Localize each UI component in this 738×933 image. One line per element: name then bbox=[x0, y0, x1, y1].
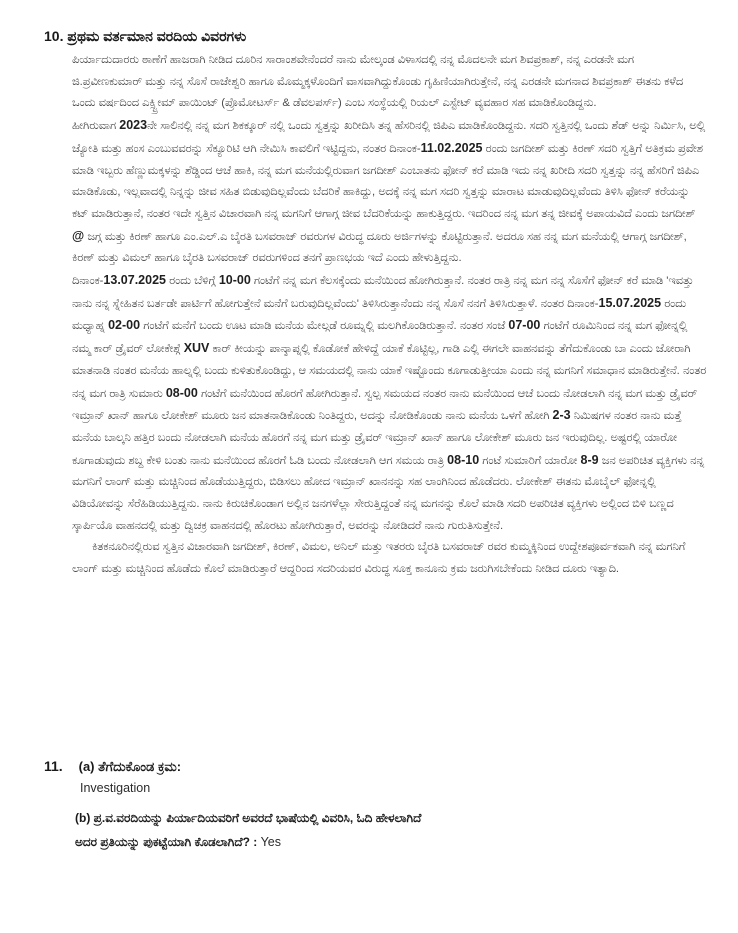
section-10-heading bbox=[44, 28, 246, 45]
narrative-text: ರಂದು ಮಧ್ಯಾಹ್ನ bbox=[72, 297, 687, 333]
narrative-text: ಜಗ್ಗ ಮತ್ತು ಕಿರಣ್ ಹಾಗೂ ಎಂ.ಎಲ್.ಎ ಬೈರತಿ ಬಸವರಾಜ್ ರವರುಗಳ ವಿರುದ್ಧ ದೂರು ಅರ್ಜಿಗಳನ್ನು ಕೊಟ್ಟಿರುತ್ತಾನೆ. ಅದರೂ ಸಹ ನನ್ನ ಮಗ ಮನೆಯಲ್ಲಿ ಆಗಾಗ್ಗ ಜಗದೀಶ್, ಕಿರಣ್ ಮತ್ತು ವಿಮಲ್ ಹಾಗೂ ಬೈರತಿ ಬಸವರಾಜ್ ರವರುಗಳಿಂದ ತನಗೆ ಪ್ರಾಣಭಯ ಇದೆ ಎಂದು ಹೇಳುತ್ತಿದ್ದನು. bbox=[72, 230, 687, 265]
section-11-b-question-line2: ಅದರ ಪ್ರತಿಯನ್ನು ಪುಕಟ್ಟೆಯಾಗಿ ಕೊಡಲಾಗಿದೆ? bbox=[75, 835, 250, 849]
section-11-b-label: (b) bbox=[75, 811, 91, 825]
narrative-number: 2023 bbox=[119, 118, 148, 133]
narrative-paragraph bbox=[72, 50, 707, 115]
section-11-b-question-line1: ಪ್ರ.ವ.ವರದಿಯನ್ನು ಪಿರ್ಯಾದಿಯವರಿಗೆ ಅವರದೆ ಭಾಷೆಯಲ್ಲಿ ವಿವರಿಸಿ, ಓದಿ ಹೇಳಲಾಗಿದೆ bbox=[93, 811, 422, 825]
narrative-text: ಜನ ಅಪರಿಚಿತ ವ್ಯಕ್ತಿಗಳು ನನ್ನ ಮಗನಿಗೆ ಲಾಂಗ್ ಮತ್ತು ಮಚ್ಚಿನಿಂದ ಹೊಡೆಯುತ್ತಿದ್ದರು, ಬಿಡಿಸಲು ಹೋದ ಇಮ್ರಾನ್ ಖಾನನನ್ನು ಸಹ ಲಾಂಗಿನಿಂದ ಹೊಡೆದರು. ಲೋಕೇಶ್ ಈತನು ಮೊಬೈಲ್ ಫೋನ್ನಲ್ಲಿ ವಿಡಿಯೋವನ್ನು ಸೆರೆಹಿಡಿಯುತ್ತಿದ್ದನು. ನಾನು ಕಿರುಚಿಕೊಂಡಾಗ ಅಲ್ಲಿನ ಜನಗಳೆಲ್ಲಾ ಸೇರುತ್ತಿದ್ದಂತೆ ನನ್ನ ಮಗನನ್ನು ಕೊಲೆ ಮಾಡಿ ಸದರಿ ಅಪರಿಚಿತ ವ್ಯಕ್ತಿಗಳು ಅಲ್ಲಿಂದ ಬಿಳಿ ಬಣ್ಣದ ಸ್ಕಾರ್ಪಿಯೊ ವಾಹನದಲ್ಲಿ ಮತ್ತು ದ್ವಿಚಕ್ರ ವಾಹನದಲ್ಲಿ ಹೊರಟು ಹೋಗಿರುತ್ತಾರೆ, ಅವರನ್ನು ನೋಡಿದರೆ ನಾನು ಗುರುತಿಸುತ್ತೇನೆ. bbox=[72, 454, 705, 532]
narrative-number: 2-3 bbox=[552, 408, 571, 423]
narrative-text: ಪಿರ್ಯಾದುದಾರರು ಠಾಣೆಗೆ ಹಾಜರಾಗಿ ನೀಡಿದ ದೂರಿನ ಸಾರಾಂಶವೇನೆಂದರೆ ನಾನು ಮೇಲ್ಕಂಡ ವಿಳಾಸದಲ್ಲಿ ನನ್ನ ಮೊದಲನೇ ಮಗ ಶಿವಪ್ರಕಾಶ್, ನನ್ನ ಎರಡನೇ ಮಗ ಜಿ.ಪ್ರವೀಣಕುಮಾರ್ ಮತ್ತು ನನ್ನ ಸೊಸೆ ರಾಜೇಶ್ವರಿ ಹಾಗೂ ಮೊಮ್ಮಕ್ಕಳೊಂದಿಗೆ ವಾಸವಾಗಿದ್ದುಕೊಂಡು ಗೃಹಿಣಿಯಾಗಿರುತ್ತೇನೆ, ನನ್ನ ಎರಡನೇ ಮಗನಾದ ಶಿವಪ್ರಕಾಶ್ ಈತನು ಕಳೆದ ಒಂದು ವರ್ಷದಿಂದ ಎಕ್ಸ್ಟ್ರೀಮ್ ಪಾಯಿಂಟ್ (ಪ್ರೊಮೋಟರ್ಸ್ & ಡೆವಲಪರ್ಸ್) ಎಂಬ ಸಂಸ್ಥೆಯಲ್ಲಿ ರಿಯಲ್ ಎಸ್ಟೇಟ್ ವ್ಯವಹಾರ ಸಹ ಮಾಡಿಕೊಂಡಿದ್ದನು. bbox=[72, 54, 684, 110]
narrative-text: ಗಂಟೆಗೆ ನನ್ನ ಮಗ ಕೆಲಸಕ್ಕೆಂದು ಮನೆಯಿಂದ ಹೋಗಿರುತ್ತಾನೆ. ನಂತರ ರಾತ್ರಿ ನನ್ನ ಮಗ ನನ್ನ ಸೊಸೆಗೆ ಫೋನ್ ಕರೆ ಮಾಡಿ 'ಇವತ್ತು ನಾನು ನನ್ನ ಸ್ನೇಹಿತನ ಬರ್ತಡೇ ಪಾರ್ಟಿಗೆ ಹೋಗುತ್ತೇನೆ ಮನೆಗೆ ಬರುವುದಿಲ್ಲವೆಂದು' ತಿಳಿಸಿರುತ್ತಾನೆಂದು ನನ್ನ ಸೊಸೆ ನನಗೆ ತಿಳಿಸಿರುತ್ತಾಳೆ. ನಂತರ ದಿನಾಂಕ- bbox=[72, 275, 694, 310]
section-11-a-row bbox=[44, 758, 704, 775]
section-10-body bbox=[72, 50, 707, 581]
section-11-a-label: (a) bbox=[78, 759, 95, 774]
narrative-number: XUV bbox=[183, 341, 210, 356]
narrative-text: ನಿಮಿಷಗಳ ನಂತರ ನಾನು ಮತ್ತೆ ಮನೆಯ ಬಾಲ್ಕನಿ ಹತ್ತಿರ ಬಂದು ನೋಡಲಾಗಿ ಮನೆಯ ಹೊರಗೆ ನನ್ನ ಮಗ ಮತ್ತು ಡ್ರೈವರ್ ಇಮ್ರಾನ್ ಖಾನ್ ಹಾಗೂ ಲೋಕೇಶ್ ಮೂರು ಜನ ಇರುವುದಿಲ್ಲ. ಅಷ್ಟರಲ್ಲಿ ಯಾರೋ ಕೂಗಾಡುವುದು ಶಬ್ದ ಕೇಳಿ ಬಂತು ನಾನು ಮನೆಯಿಂದ ಹೊರಗೆ ಓಡಿ ಬಂದು ನೋಡಲಾಗಿ ಆಗ ಸಮಯ ರಾತ್ರಿ bbox=[72, 410, 682, 467]
narrative-text: ಗಂಟೆ ಸುಮಾರಿಗೆ ಯಾರೋ bbox=[479, 454, 581, 467]
narrative-number: 15.07.2025 bbox=[598, 295, 662, 310]
narrative-text: ನೇ ಸಾಲಿನಲ್ಲಿ ನನ್ನ ಮಗ ಶಿಕಕ್ಕೂರ್ ನಲ್ಲಿ ಒಂದು ಸ್ವತ್ತನ್ನು ಖರೀದಿಸಿ ತನ್ನ ಹೆಸರಿನಲ್ಲಿ ಜಿಪಿಎ ಮಾಡಿಕೊಂಡಿದ್ದನು. ಸದರಿ ಸ್ವತ್ತಿನಲ್ಲಿ ಒಂದು ಶೆಡ್ ಅನ್ನು ನಿರ್ಮಿಸಿ, ಅಲ್ಲಿ ಜ್ಯೋತಿ ಮತ್ತು ಹಂಸ ಎಂಬುವವರನ್ನು ಸೆಕ್ಯೂರಿಟಿ ಆಗಿ ನೇಮಿಸಿ ಕಾವಲಿಗೆ ಇಟ್ಟಿದ್ದನು, ನಂತರ ದಿನಾಂಕ- bbox=[72, 120, 706, 155]
section-11-number: 11. bbox=[44, 758, 63, 774]
narrative-text: ಹೀಗಿರುವಾಗ bbox=[72, 120, 120, 133]
action-taken-value: Investigation bbox=[80, 781, 151, 795]
narrative-text: ಕಾರ್ ಕೀಯನ್ನು ಪಾನ್ಶಾಪ್ನಲ್ಲಿ ಕೊಡೋಕೆ ಹೇಳಿದ್ದೆ ಯಾಕೆ ಕೊಟ್ಟಿಲ್ಲ, ಗಾಡಿ ಎಲ್ಲಿ ಈಗಲೇ ವಾಹನವನ್ನು ತೆಗೆದುಕೊಂಡು ಬಾ ಎಂದು ಜೋರಾಗಿ ಮಾತನಾಡಿ ನಂತರ ಮನೆಯ ಹಾಲ್ನಲ್ಲಿ ಬಂದು ಕುಳಿತುಕೊಂಡಿದ್ದು, ಆ ಸಮಯದಲ್ಲಿ ನಾನು ಯಾಕೆ ಇಷ್ಟೊಂದು ಕೂಗಾಡುತ್ತೀಯಾ ಎಂದು ನನ್ನ ಮಗನಿಗೆ ಸಮಾಧಾನ ಮಾಡಿರುತ್ತೇನೆ. ನಂತರ ನನ್ನ ಮಗ ರಾತ್ರಿ ಸುಮಾರು bbox=[72, 343, 707, 400]
section-11-b-line2 bbox=[75, 830, 704, 854]
narrative-number: 08-00 bbox=[165, 385, 198, 400]
narrative-paragraph bbox=[72, 115, 707, 270]
section-11-b-block bbox=[75, 806, 704, 854]
section-11-b-line1 bbox=[75, 806, 704, 830]
narrative-text: ರಂದು ಜಗದೀಶ್ ಮತ್ತು ಕಿರಣ್ ಸದರಿ ಸ್ವತ್ತಿಗೆ ಅತಿಕ್ರಮ ಪ್ರವೇಶ ಮಾಡಿ ಇಬ್ಬರು ಹೆಣ್ಣುಮಕ್ಕಳನ್ನು ಶೆಡ್ಡಿಂದ ಆಚೆ ಹಾಕಿ, ನನ್ನ ಮಗ ಮನೆಯಲ್ಲಿರುವಾಗ ಜಗದೀಶ್ ಎಂಬಾತನು ಫೋನ್ ಕರೆ ಮಾಡಿ ಇದು ನನ್ನ ಖರೀದಿ ಸದರಿ ಸ್ವತ್ತನ್ನು ನನ್ನ ಹೆಸರಿಗೆ ಜಿಪಿಎ ಮಾಡಿಕೊಡು, ಇಲ್ಲವಾದಲ್ಲಿ ನಿನ್ನನ್ನು ಜೀವ ಸಹಿತ ಬಿಡುವುದಿಲ್ಲವೆಂದು ಬೆದರಿಕೆ ಹಾಕಿದ್ದು, ಅದಕ್ಕೆ ನನ್ನ ಮಗ ಸದರಿ ಸ್ವತ್ತನ್ನು ಮಾರಾಟ ಮಾಡುವುದಿಲ್ಲವೆಂದು ತಿಳಿಸಿ ಫೋನ್ ಕರೆಯನ್ನು ಕಟ್ ಮಾಡಿರುತ್ತಾನೆ, ನಂತರ ಇದೇ ಸ್ವತ್ತಿನ ವಿಚಾರವಾಗಿ ನನ್ನ ಮಗನಿಗೆ ಆಗಾಗ್ಗ ಜೀವ ಬೆದರಿಕೆಯನ್ನು ಹಾಕುತ್ತಿದ್ದರು. ಇದರಿಂದ ನನ್ನ ಮಗ ತನ್ನ ಜೀವಕ್ಕೆ ಅಪಾಯವಿದೆ ಎಂದು ಜಗದೀಶ್ bbox=[72, 142, 703, 220]
section-10-title: ಪ್ರಥಮ ವರ್ತಮಾನ ವರದಿಯ ವಿವರಗಳು bbox=[67, 28, 247, 44]
section-11-b-separator: : bbox=[253, 835, 258, 849]
narrative-number: 08-10 bbox=[447, 452, 480, 467]
narrative-text: ಗಂಟೆಗೆ ರೂಮಿನಿಂದ ನನ್ನ ಮಗ ಫೋನ್ನಲ್ಲಿ ನಮ್ಮ ಕಾರ್ ಡ್ರೈವರ್ ಲೋಕೇಶ್ಗೆ bbox=[72, 320, 688, 356]
narrative-text: ದಿನಾಂಕ- bbox=[72, 275, 104, 288]
narrative-number: 10-00 bbox=[218, 273, 251, 288]
narrative-number: 8-9 bbox=[580, 452, 599, 467]
narrative-text: ಗಂಟೆಗೆ ಮನೆಗೆ ಬಂದು ಊಟ ಮಾಡಿ ಮನೆಯ ಮೇಲ್ಗಡೆ ರೂಮ್ನಲ್ಲಿ ಮಲಗಿಕೊಂಡಿರುತ್ತಾನೆ. ನಂತರ ಸಂಜೆ bbox=[140, 320, 509, 333]
copy-given-answer: Yes bbox=[260, 835, 281, 849]
narrative-number: 11.02.2025 bbox=[420, 140, 483, 155]
narrative-text: ಕಿತಕನೂರಿನಲ್ಲಿರುವ ಸ್ವತ್ತಿನ ವಿಚಾರವಾಗಿ ಜಗದೀಶ್, ಕಿರಣ್, ವಿಮಲ, ಅನಿಲ್ ಮತ್ತು ಇತರರು ಬೈರತಿ ಬಸವರಾಜ್ ರವರ ಕುಮ್ಮಕ್ಕಿನಿಂದ ಉದ್ದೇಶಪೂರ್ವಕವಾಗಿ ನನ್ನ ಮಗನಿಗೆ ಲಾಂಗ್ ಮತ್ತು ಮಚ್ಚಿನಿಂದ ಹೊಡೆದು ಕೊಲೆ ಮಾಡಿರುತ್ತಾರೆ ಆದ್ದರಿಂದ ಸದರಿಯವರ ವಿರುದ್ಧ ಸೂಕ್ತ ಕಾನೂನು ಕ್ರಮ ಜರುಗಿಸಬೇಕೆಂದು ನೀಡಿದ ದೂರು ಇತ್ಯಾದಿ. bbox=[72, 541, 686, 576]
narrative-number: 02-00 bbox=[108, 318, 141, 333]
narrative-number: 07-00 bbox=[508, 318, 541, 333]
narrative-text: ಗಂಟೆಗೆ ಮನೆಯಿಂದ ಹೊರಗೆ ಹೋಗಿರುತ್ತಾನೆ. ಸ್ವಲ್ಪ ಸಮಯದ ನಂತರ ನಾನು ಮನೆಯಿಂದ ಆಚೆ ಬಂದು ನೋಡಲಾಗಿ ನನ್ನ ಮಗ ಮತ್ತು ಡ್ರೈವರ್ ಇಮ್ರಾನ್ ಖಾನ್ ಹಾಗೂ ಲೋಕೇಶ್ ಮೂರು ಜನ ಮಾತನಾಡಿಕೊಂಡು ನಿಂತಿದ್ದರು, ಅದನ್ನು ನೋಡಿಕೊಂಡು ನಾನು ಮನೆಯ ಒಳಗೆ ಹೋಗಿ bbox=[72, 387, 698, 423]
narrative-number: @ bbox=[72, 228, 85, 243]
section-10-number: 10. bbox=[44, 28, 64, 44]
narrative-text: ರಂದು ಬೆಳಿಗ್ಗೆ bbox=[165, 275, 219, 288]
narrative-paragraph bbox=[72, 537, 707, 580]
section-11-a-title: ತೆಗೆದುಕೊಂಡ ಕ್ರಮ: bbox=[98, 759, 182, 774]
narrative-paragraph bbox=[72, 270, 707, 537]
narrative-number: 13.07.2025 bbox=[103, 273, 166, 288]
section-11 bbox=[44, 758, 704, 854]
